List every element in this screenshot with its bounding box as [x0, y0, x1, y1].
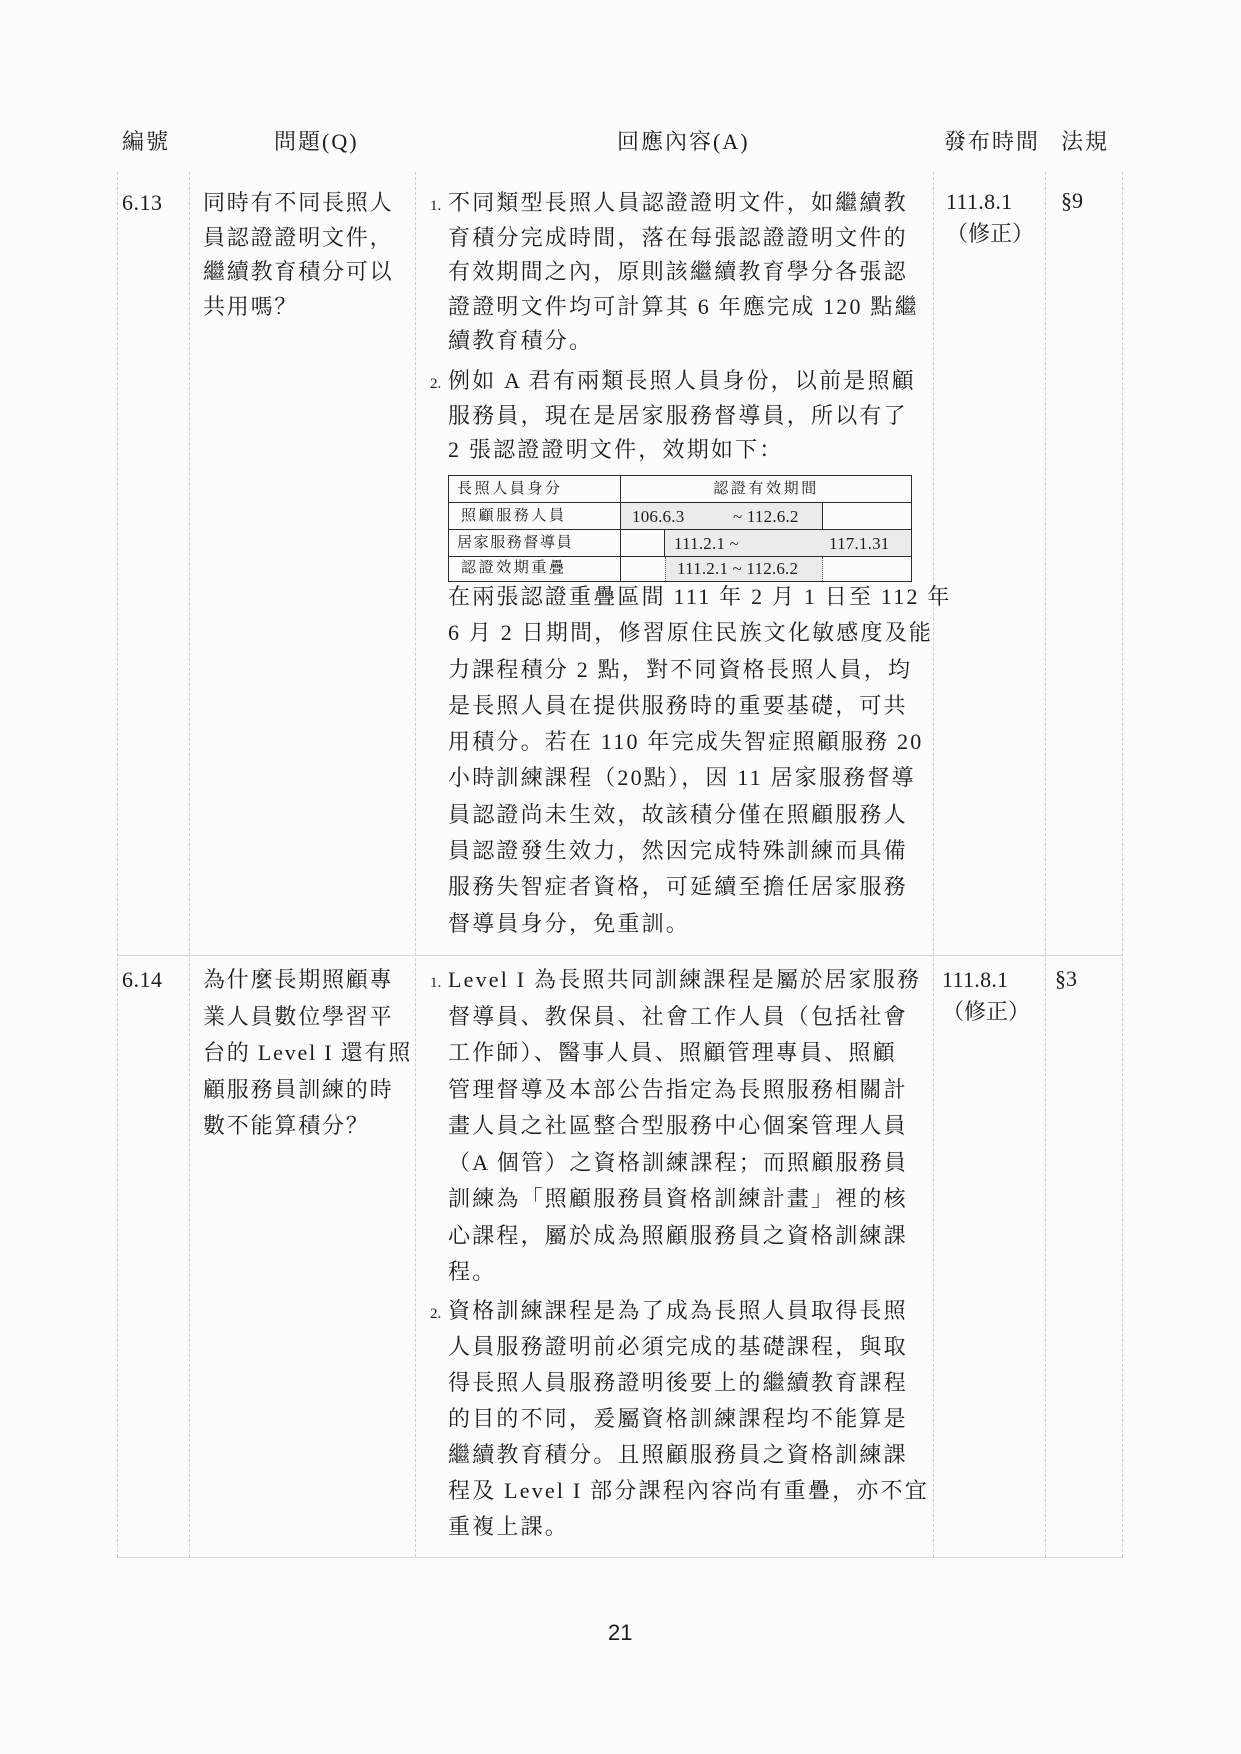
list-marker: 2. [430, 376, 442, 392]
date-note: （修正） [946, 221, 1035, 246]
header-number: 編號 [122, 129, 171, 154]
question-line: 台的 Level I 還有照 [203, 1040, 413, 1065]
answer-line: 管理督導及本部公告指定為長照服務相關計 [448, 1076, 908, 1102]
answer-line: 資格訓練課程是為了成為長照人員取得長照 [448, 1298, 908, 1323]
answer-item [448, 962, 921, 1291]
header-answer: 回應內容(A) [617, 129, 750, 154]
answer-line: 證證明文件均可計算其 6 年應完成 120 點繼 [448, 293, 919, 319]
question-line: 員認證證明文件， [203, 224, 394, 250]
validity-to: ~ 112.6.2 [733, 507, 799, 526]
answer-line: 督導員身分，免重訓。 [448, 910, 691, 936]
header-date: 發布時間 [944, 129, 1041, 154]
answer-line: 是長照人員在提供服務時的重要基礎，可共 [448, 692, 908, 718]
answer-line: 人員服務證明前必須完成的基礎課程，與取 [448, 1334, 908, 1359]
answer-line: 有效期間之內，原則該繼續教育學分各張認 [448, 259, 908, 284]
answer-line: 小時訓練課程（20點），因 11 居家服務督導 [448, 765, 916, 791]
row-divider [117, 1557, 1123, 1558]
question-line: 繼續教育積分可以 [203, 259, 394, 284]
law-reference: §3 [1055, 966, 1077, 991]
answer-line: 例如 A 君有兩類長照人員身份，以前是照顧 [448, 368, 916, 393]
answer-line: （A 個管）之資格訓練課程；而照顧服務員 [448, 1149, 909, 1175]
answer-line: 訓練為「照顧服務員資格訓練計畫」裡的核 [448, 1186, 908, 1211]
column-divider [415, 172, 416, 1557]
header-question: 問題(Q) [274, 129, 359, 154]
question-line: 業人員數位學習平 [203, 1003, 394, 1029]
column-divider [189, 172, 190, 1557]
list-marker: 2. [430, 1306, 442, 1322]
law-reference: §9 [1061, 188, 1083, 213]
publish-date [946, 186, 1034, 250]
answer-line: 服務員，現在是居家服務督導員，所以有了 [448, 402, 908, 428]
question-line: 同時有不同長照人 [203, 190, 394, 215]
validity-table [448, 475, 912, 582]
answer-line: 重複上課。 [448, 1514, 570, 1539]
answer-paragraph [448, 579, 952, 942]
answer-line: 在兩張認證重疊區間 111 年 2 月 1 日至 112 年 [448, 584, 952, 609]
publish-date [942, 964, 1030, 1028]
faq-question [203, 962, 412, 1145]
faq-number: 6.13 [122, 190, 163, 215]
answer-line: Level I 為長照共同訓練課程是屬於居家服務 [448, 967, 922, 992]
date-note: （修正） [942, 999, 1031, 1024]
validity-header-role: 長照人員身分 [457, 481, 563, 497]
date-value: 111.8.1 [942, 967, 1009, 992]
answer-line: 督導員、教保員、社會工作人員（包括社會 [448, 1003, 908, 1029]
validity-to: 117.1.31 [829, 534, 890, 553]
column-divider [117, 172, 118, 1557]
answer-line: 得長照人員服務證明後要上的繼續教育課程 [448, 1370, 908, 1395]
validity-role: 認證效期重疊 [461, 560, 567, 576]
answer-line: 育積分完成時間，落在每張認證證明文件的 [448, 224, 908, 250]
answer-line: 員認證發生效力，然因完成特殊訓練而具備 [448, 838, 908, 864]
validity-overlap: 111.2.1 ~ 112.6.2 [677, 559, 799, 578]
validity-header-period: 認證有效期間 [713, 481, 819, 497]
answer-line: 員認證尚未生效，故該積分僅在照顧服務人 [448, 801, 908, 827]
date-value: 111.8.1 [946, 189, 1013, 214]
question-line: 為什麼長期照顧專 [203, 967, 394, 992]
header-law: 法規 [1061, 129, 1110, 154]
validity-from: 111.2.1 ~ [674, 534, 739, 553]
question-line: 顧服務員訓練的時 [203, 1076, 394, 1102]
question-line: 共用嗎？ [203, 293, 299, 319]
answer-line: 程及 Level I 部分課程內容尚有重疊，亦不宜 [448, 1478, 929, 1503]
faq-number: 6.14 [122, 967, 163, 992]
answer-line: 的目的不同，爰屬資格訓練課程均不能算是 [448, 1406, 908, 1431]
answer-line: 2 張認證證明文件，效期如下： [448, 437, 784, 462]
answer-line: 6 月 2 日期間，修習原住民族文化敏感度及能 [448, 620, 934, 646]
answer-item [448, 1293, 929, 1545]
answer-line: 繼續教育積分。且照顧服務員之資格訓練課 [448, 1442, 908, 1467]
answer-line: 服務失智症者資格，可延續至擔任居家服務 [448, 874, 908, 900]
answer-line: 畫人員之社區整合型服務中心個案管理人員 [448, 1113, 908, 1138]
question-line: 數不能算積分？ [203, 1113, 370, 1138]
column-divider [1122, 172, 1123, 1557]
answer-line: 不同類型長照人員認證證明文件，如繼續教 [448, 190, 908, 215]
table-rule [822, 503, 823, 530]
answer-line: 程。 [448, 1259, 497, 1284]
answer-line: 力課程積分 2 點，對不同資格長照人員，均 [448, 656, 913, 682]
page-number: 21 [608, 1620, 633, 1645]
faq-question [203, 186, 393, 324]
answer-item [448, 364, 916, 468]
column-divider [1045, 172, 1046, 1557]
answer-line: 用積分。若在 110 年完成失智症照顧服務 20 [448, 729, 924, 755]
row-divider [117, 955, 1123, 956]
validity-role: 照顧服務人員 [461, 508, 567, 524]
validity-from: 106.6.3 [632, 507, 685, 526]
validity-role: 居家服務督導員 [457, 535, 574, 551]
list-marker: 1. [430, 975, 442, 991]
list-marker: 1. [430, 198, 442, 214]
answer-line: 續教育積分。 [448, 328, 594, 353]
answer-line: 心課程，屬於成為照顧服務員之資格訓練課 [448, 1222, 908, 1248]
answer-item [448, 186, 919, 359]
answer-line: 工作師）、醫事人員、照顧管理專員、照顧 [448, 1040, 897, 1065]
table-rule [664, 530, 665, 557]
